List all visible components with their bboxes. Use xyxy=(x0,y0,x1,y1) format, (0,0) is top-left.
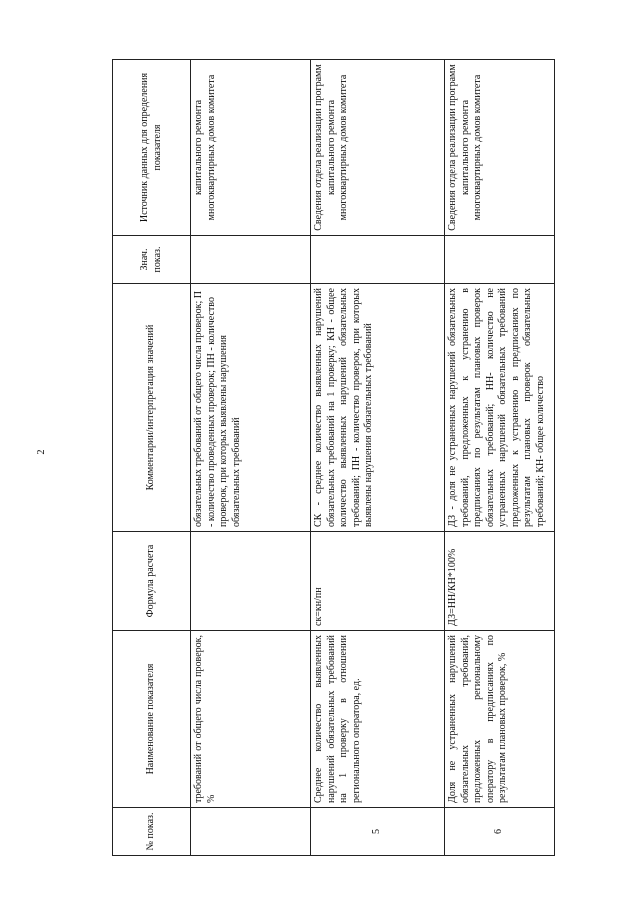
table-row xyxy=(311,60,445,856)
header-value: Знач. показ. xyxy=(113,236,191,284)
row-number: 6 xyxy=(445,808,555,856)
header-name: Наименование показателя xyxy=(113,631,191,808)
row-comment: СК - среднее количество выявленных нарушений обязательных требований на 1 проверку; КН - общее количество выявленных нарушений обязательных требований; ПН - количество проверок, при которых выявлены нарушения обязательных требований xyxy=(311,284,445,532)
table-header-row xyxy=(113,60,191,856)
row-source: Сведения отдела реализации программ капитального ремонта многоквартирных домов комитета xyxy=(311,60,445,236)
row-name: требований от общего числа проверок, % xyxy=(191,631,311,808)
row-value xyxy=(191,236,311,284)
header-comment: Комментарии/интерпретация значений xyxy=(113,284,191,532)
header-number: № показ. xyxy=(113,808,191,856)
row-source: капитального ремонта многоквартирных домов комитета xyxy=(191,60,311,236)
indicator-table xyxy=(112,59,555,856)
rotated-table-wrapper xyxy=(112,60,554,856)
row-name: Среднее количество выявленных нарушений обязательных требований на 1 проверку в отношении регионального оператора, ед. xyxy=(311,631,445,808)
row-formula: ДЗ=НН/КН*100% xyxy=(445,532,555,631)
row-source: Сведения отдела реализации программ капитального ремонта многоквартирных домов комитета xyxy=(445,60,555,236)
row-value xyxy=(445,236,555,284)
row-formula xyxy=(191,532,311,631)
table-row xyxy=(191,60,311,856)
page-number: 2 xyxy=(36,449,47,455)
row-value xyxy=(311,236,445,284)
row-number xyxy=(191,808,311,856)
row-formula: ск=кн/пн xyxy=(311,532,445,631)
row-comment: ДЗ - доля не устраненных нарушений обязательных требований, предложенных к устранению в предписаниях по результатам плановых проверок обязательных требований; НН- количество не устраненных нарушений обязательных требований предложенных к устранению в предписаниях по результатам плановых проверок обязательных требований; КН- общее количество xyxy=(445,284,555,532)
header-formula: Формула расчета xyxy=(113,532,191,631)
row-name: Доля не устраненных нарушений обязательных требований, предложенных региональному оператору в предписаниях по результатам плановых проверок, % xyxy=(445,631,555,808)
header-source: Источник данных для определения показателя xyxy=(113,60,191,236)
table-row xyxy=(445,60,555,856)
row-number: 5 xyxy=(311,808,445,856)
row-comment: обязательных требований от общего числа проверок; П - количество проведенных проверок; ПН - количество проверок, при которых выявлены нарушения обязательных требований xyxy=(191,284,311,532)
